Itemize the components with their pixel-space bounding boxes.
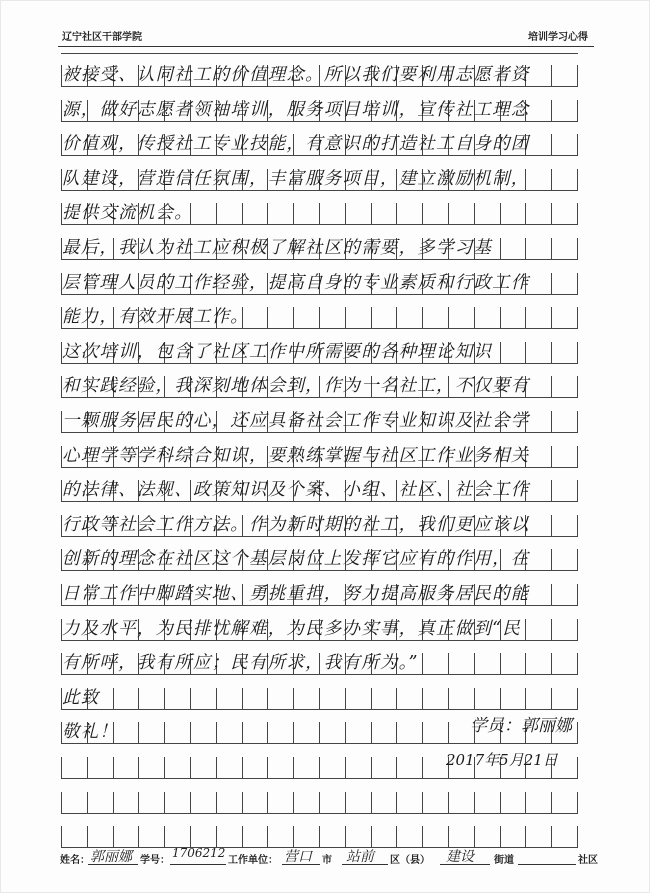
grid-cell [294,757,320,778]
name-label: 姓名： [60,855,90,866]
grid-cell [217,826,243,847]
grid-cell [217,757,243,778]
city-underline [282,864,320,865]
grid-cell [62,826,88,847]
grid-cell [268,792,294,813]
grid-cell [243,792,269,813]
text-line: 提供交流机会。 [62,203,193,224]
grid-cell [372,826,398,847]
grid-cell [114,757,140,778]
text-line: 层管理人员的工作经验，提高自身的专业素质和行政工作 [62,272,530,293]
text-line: 此致 [62,687,100,708]
grid-cell [397,792,423,813]
grid-cell [320,826,346,847]
text-line: 和实践经验，我深刻地体会到，作为一名社工，不仅要有 [62,376,530,397]
grid-cell [217,792,243,813]
unit-city: 营口 [284,849,312,865]
text-line: 最后，我认为社工应积极了解社区的需要，多学习基 [62,238,493,258]
institution-name: 辽宁社区干部学院 [62,32,142,43]
grid-cell [526,826,552,847]
grid-cell [449,792,475,813]
grid-cell [165,757,191,778]
grid-cell [346,792,372,813]
grid-cell [165,826,191,847]
grid-cell [372,757,398,778]
grid-row [61,826,578,848]
grid-cell [372,792,398,813]
text-line: 心理学等学科综合知识，要熟练掌握与社区工作业务相关 [62,445,530,466]
street-underline [440,864,490,865]
grid-cell [397,757,423,778]
grid-cell [423,826,449,847]
grid-cell [114,826,140,847]
grid-cell [501,792,527,813]
text-line: 这次培训，包含了社区工作中所需要的各种理论知识 [62,341,493,362]
text-line: 能力，有效开展工作。 [62,307,249,328]
grid-cell [139,792,165,813]
grid-cell [243,826,269,847]
grid-cell [475,792,501,813]
grid-cell [552,792,578,813]
grid-cell [501,826,527,847]
text-line: 的法律、法规、政策知识及个案、小组、社区、社会工作 [62,480,530,501]
grid-cell [552,826,578,847]
street-label: 街道 [494,855,514,866]
grid-cell [139,826,165,847]
text-line: 一颗服务居民的心，还应具备社会工作专业知识及社会学 [62,411,530,431]
grid-row [61,792,578,814]
signature-date: 2017年5月21日 [446,751,558,769]
community-label: 社区 [578,855,598,866]
city-label: 市 [322,855,332,866]
text-line: 日常工作中脚踏实地、勇挑重担，努力提高服务居民的能 [62,584,530,604]
grid-cell [294,826,320,847]
id-value: 1706212 [172,846,226,860]
grid-cell [88,792,114,813]
grid-cell [191,826,217,847]
grid-cell [320,757,346,778]
page-header [62,26,588,44]
text-line: 敬礼！ [62,722,119,743]
text-line: 有所呼，我有所应；民有所求，我有所为。” [62,653,419,674]
grid-cell [294,792,320,813]
grid-cell [423,792,449,813]
id-label: 学号： [140,855,170,866]
name-value: 郭丽娜 [90,849,132,865]
unit-district: 站前 [346,849,374,865]
grid-cell [346,757,372,778]
document-type: 培训学习心得 [528,32,588,43]
text-line: 队建设，营造信任氛围，丰富服务项目，建立激励机制， [62,168,530,189]
grid-cell [526,792,552,813]
grid-cell [243,757,269,778]
unit-label: 工作单位： [228,855,278,866]
header-divider [58,46,594,47]
grid-cell [191,792,217,813]
grid-cell [397,826,423,847]
grid-cell [165,792,191,813]
name-underline [88,864,138,865]
grid-cell [114,792,140,813]
grid-cell [88,826,114,847]
grid-cell [320,792,346,813]
grid-cell [449,826,475,847]
grid-cell [139,757,165,778]
grid-cell [268,757,294,778]
district-label: 区（县） [390,855,430,866]
id-underline [170,864,226,865]
grid-cell [268,826,294,847]
grid-cell [191,757,217,778]
text-line: 价值观，传授社工专业技能，有意识的打造社工自身的团 [62,134,530,155]
grid-cell [346,826,372,847]
student-info-footer [60,846,600,868]
student-signature: 学员：郭丽娜 [470,716,572,736]
text-line: 被接受、认同社工的价值理念。所以我们要利用志愿者资 [62,65,530,85]
text-line: 创新的理念在社区这个基层岗位上发挥它应有的作用，在 [62,549,530,570]
district-underline [342,864,388,865]
grid-cell [475,826,501,847]
text-line: 行政等社会工作方法。作为新时期的社工，我们更应该以 [62,514,530,535]
text-line: 力及水平，为民排忧解难，为民多办实事，真正做到“民 [62,618,521,639]
grid-cell [62,792,88,813]
community-underline [518,864,576,865]
text-line: 源，做好志愿者领袖培训，服务项目培训，宣传社工理念 [62,99,530,120]
unit-street: 建设 [446,849,474,865]
grid-cell [88,757,114,778]
grid-cell [62,757,88,778]
